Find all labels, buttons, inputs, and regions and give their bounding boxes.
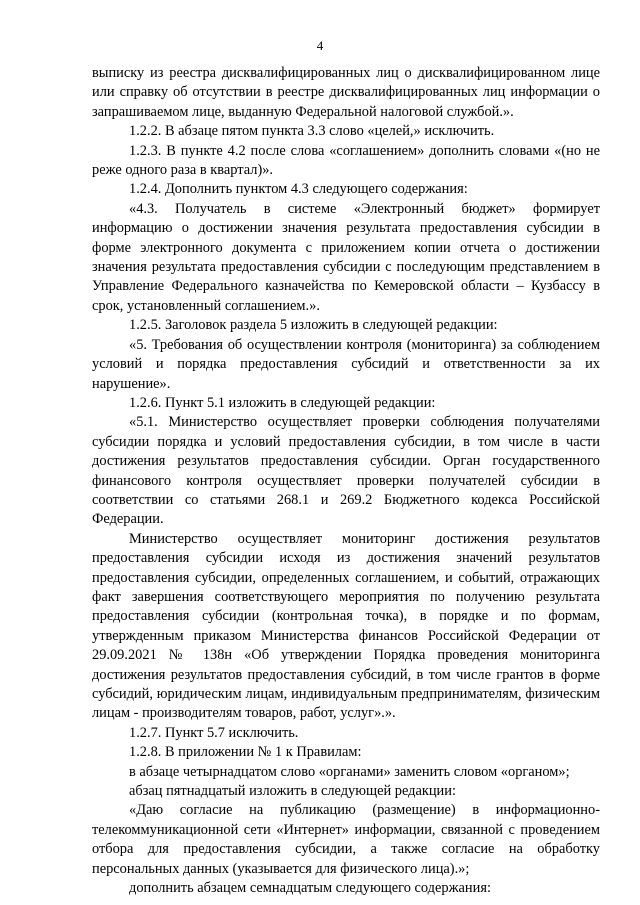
- paragraph-1-2-7: 1.2.7. Пункт 5.7 исключить.: [129, 724, 299, 741]
- page-number: 4: [316, 38, 324, 53]
- paragraph-5-1-text: «5.1. Министерство осуществляет проверки соблюдения получателями субсидии порядка и условий предоставления субсидии, в том числе в части достижения результатов предоставления субсидии. Орган государственного финансового контроля осуществляет проверки получателей субсидии в соответствии со статьями 268.1 и 269.2 Бюджетного кодекса Российской Федерации.: [92, 414, 600, 528]
- paragraph-1-2-8: 1.2.8. В приложении № 1 к Правилам:: [129, 744, 362, 761]
- paragraph-1-2-4: 1.2.4. Дополнить пунктом 4.3 следующего содержания:: [129, 181, 468, 198]
- paragraph-abzats-14: в абзаце четырнадцатом слово «органами» заменить словом «органом»;: [129, 763, 570, 780]
- paragraph-abzats-15: абзац пятнадцатый изложить в следующей редакции:: [129, 783, 456, 800]
- paragraph-abzats-17: дополнить абзацем семнадцатым следующего содержания:: [129, 880, 491, 897]
- paragraph-1-2-2: 1.2.2. В абзаце пятом пункта 3.3 слово «целей,» исключить.: [129, 123, 495, 140]
- paragraph-1-2-5: 1.2.5. Заголовок раздела 5 изложить в следующей редакции:: [129, 317, 498, 334]
- paragraph-monitoring: Министерство осуществляет мониторинг достижения результатов предоставления субсидии исходя из достижения значений результатов предоставления субсидии, определенных соглашением, и событий, отражающих факт завершения соответствующего мероприятия по получению результата предоставления субсидии (контрольная точка), в порядке и по формам, утвержденным приказом Министерства финансов Российской Федерации от 29.09.2021 № 138н «Об утверждении Порядка проведения мониторинга достижения результатов предоставления субсидий, в том числе грантов в форме субсидий, юридическим лицам, индивидуальным предпринимателям, физическим лицам - производителям товаров, работ, услуг».».: [92, 530, 600, 722]
- paragraph-4-3-text: «4.3. Получатель в системе «Электронный бюджет» формирует информацию о достижении значения результата предоставления субсидии в форме электронного документа с приложением копии отчета о достижении значения результата предоставления субсидии с последующим представлением в Управление Федерального казначейства по Кемеровской области – Кузбассу в срок, установленный соглашением.».: [92, 200, 600, 314]
- document-body: [92, 64, 600, 898]
- paragraph-registry-extract: выписку из реестра дисквалифицированных лиц о дисквалифицированном лице или справку об отсутствии в реестре дисквалифицированных лиц информации о запрашиваемом лице, выданную Федеральной налоговой службой.».: [92, 65, 600, 120]
- paragraph-consent-text: «Даю согласие на публикацию (размещение) в информационно-телекоммуникационной сети «Интернет» информации, связанной с проведением отбора для предоставления субсидии, а также согласие на обработку персональных данных (указывается для физического лица).»;: [92, 802, 600, 877]
- paragraph-section-5-title: «5. Требования об осуществлении контроля (мониторинга) за соблюдением условий и порядка предоставления субсидий и ответственности за их нарушение».: [92, 336, 600, 392]
- paragraph-1-2-6: 1.2.6. Пункт 5.1 изложить в следующей редакции:: [129, 394, 436, 411]
- paragraph-1-2-3: 1.2.3. В пункте 4.2 после слова «соглашением» дополнить словами «(но не реже одного раза в квартал)».: [92, 142, 600, 179]
